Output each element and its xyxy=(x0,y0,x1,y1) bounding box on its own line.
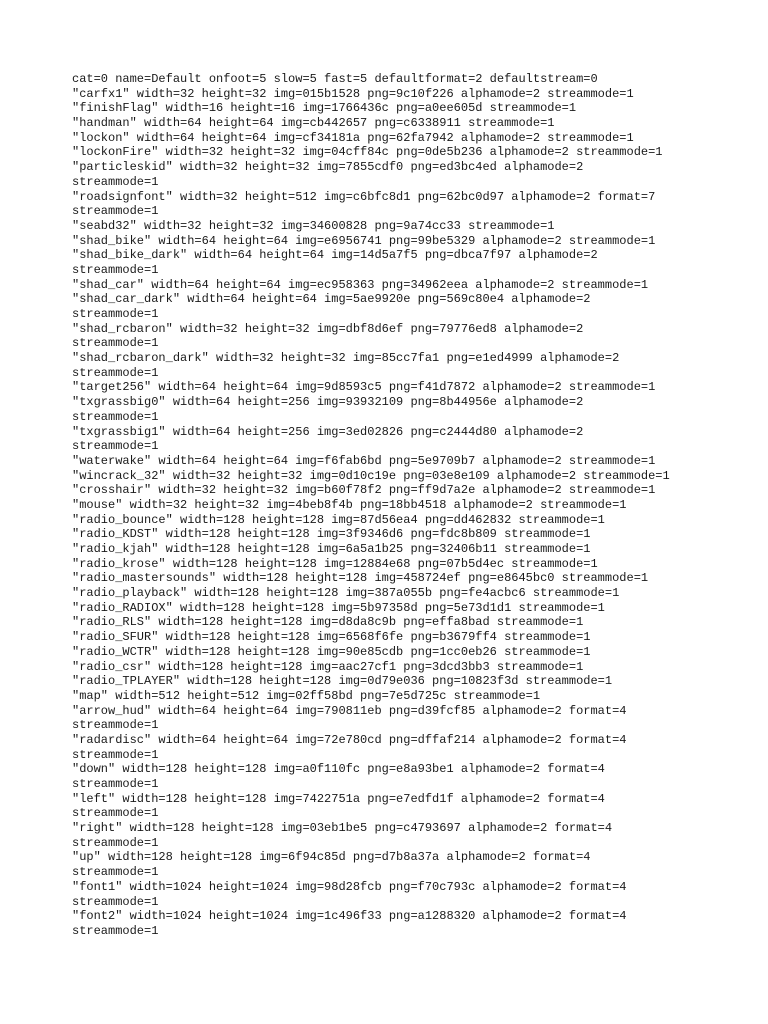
text-line: streammode=1 xyxy=(72,365,159,380)
text-line: "wincrack_32" width=32 height=32 img=0d10c19e png=03e8e109 alphamode=2 streammode=1 xyxy=(72,468,670,483)
text-line: "target256" width=64 height=64 img=9d8593c5 png=f41d7872 alphamode=2 streammode=1 xyxy=(72,380,656,395)
text-line: "radio_RADIOX" width=128 height=128 img=5b97358d png=5e73d1d1 streammode=1 xyxy=(72,600,605,615)
text-line: streammode=1 xyxy=(72,174,159,189)
text-line: streammode=1 xyxy=(72,409,159,424)
text-line: "shad_bike_dark" width=64 height=64 img=14d5a7f5 png=dbca7f97 alphamode=2 xyxy=(72,248,598,263)
text-line: streammode=1 xyxy=(72,747,159,762)
text-line: "seabd32" width=32 height=32 img=34600828 png=9a74cc33 streammode=1 xyxy=(72,218,555,233)
text-line: "radio_playback" width=128 height=128 img=387a055b png=fe4acbc6 streammode=1 xyxy=(72,586,620,601)
text-line: streammode=1 xyxy=(72,204,159,219)
text-line: "radio_SFUR" width=128 height=128 img=6568f6fe png=b3679ff4 streammode=1 xyxy=(72,630,591,645)
text-line: streammode=1 xyxy=(72,307,159,321)
text-line: "roadsignfont" width=32 height=512 img=c6bfc8d1 png=62bc0d97 alphamode=2 format=7 xyxy=(72,189,656,204)
text-line: "carfx1" width=32 height=32 img=015b1528 png=9c10f226 alphamode=2 streammode=1 xyxy=(72,86,634,101)
text-line: "shad_bike" width=64 height=64 img=e6956741 png=99be5329 alphamode=2 streammode=1 xyxy=(72,233,656,248)
text-line: streammode=1 xyxy=(72,835,159,850)
text-line: "shad_car_dark" width=64 height=64 img=5ae9920e png=569c80e4 alphamode=2 xyxy=(72,292,591,307)
text-line: streammode=1 xyxy=(72,777,159,791)
text-line: "txgrassbig0" width=64 height=256 img=93932109 png=8b44956e alphamode=2 xyxy=(72,395,584,410)
text-line: "shad_car" width=64 height=64 img=ec958363 png=34962eea alphamode=2 streammode=1 xyxy=(72,277,649,292)
text-line: "particleskid" width=32 height=32 img=7855cdf0 png=ed3bc4ed alphamode=2 xyxy=(72,160,584,175)
text-line: "up" width=128 height=128 img=6f94c85d png=d7b8a37a alphamode=2 format=4 xyxy=(72,850,591,865)
text-line: "shad_rcbaron_dark" width=32 height=32 img=85cc7fa1 png=e1ed4999 alphamode=2 xyxy=(72,351,620,366)
text-line: "radio_KDST" width=128 height=128 img=3f9346d6 png=fdc8b809 streammode=1 xyxy=(72,527,591,542)
text-line: streammode=1 xyxy=(72,894,159,909)
text-line: "crosshair" width=32 height=32 img=b60f78f2 png=ff9d7a2e alphamode=2 streammode=1 xyxy=(72,483,656,498)
text-line: "radio_TPLAYER" width=128 height=128 img=0d79e036 png=10823f3d streammode=1 xyxy=(72,674,613,689)
text-line: streammode=1 xyxy=(72,262,159,277)
text-line: streammode=1 xyxy=(72,806,159,821)
text-line: "font1" width=1024 height=1024 img=98d28fcb png=f70c793c alphamode=2 format=4 xyxy=(72,879,627,894)
text-line: "radio_krose" width=128 height=128 img=12884e68 png=07b5d4ec streammode=1 xyxy=(72,556,598,571)
text-line: streammode=1 xyxy=(72,718,159,733)
text-line: "radio_WCTR" width=128 height=128 img=90e85cdb png=1cc0eb26 streammode=1 xyxy=(72,644,591,659)
text-line: "finishFlag" width=16 height=16 img=1766436c png=a0ee605d streammode=1 xyxy=(72,101,577,116)
text-line: streammode=1 xyxy=(72,439,159,454)
text-line: streammode=1 xyxy=(72,923,159,938)
text-line: cat=0 name=Default onfoot=5 slow=5 fast=5 defaultformat=2 defaultstream=0 xyxy=(72,72,598,86)
text-line: "txgrassbig1" width=64 height=256 img=3ed02826 png=c2444d80 alphamode=2 xyxy=(72,424,584,439)
document-page xyxy=(72,72,752,939)
text-line: "shad_rcbaron" width=32 height=32 img=dbf8d6ef png=79776ed8 alphamode=2 xyxy=(72,321,584,336)
text-line: "lockon" width=64 height=64 img=cf34181a png=62fa7942 alphamode=2 streammode=1 xyxy=(72,130,634,145)
text-line: "down" width=128 height=128 img=a0f110fc png=e8a93be1 alphamode=2 format=4 xyxy=(72,762,605,777)
text-line: "font2" width=1024 height=1024 img=1c496f33 png=a1288320 alphamode=2 format=4 xyxy=(72,909,627,924)
text-line: "radio_csr" width=128 height=128 img=aac27cf1 png=3dcd3bb3 streammode=1 xyxy=(72,659,584,674)
text-line: "radardisc" width=64 height=64 img=72e780cd png=dffaf214 alphamode=2 format=4 xyxy=(72,732,627,747)
text-line: "waterwake" width=64 height=64 img=f6fab6bd png=5e9709b7 alphamode=2 streammode=1 xyxy=(72,453,656,468)
text-line: "right" width=128 height=128 img=03eb1be5 png=c4793697 alphamode=2 format=4 xyxy=(72,821,613,836)
text-line: "lockonFire" width=32 height=32 img=04cff84c png=0de5b236 alphamode=2 streammode=1 xyxy=(72,145,663,160)
text-line: "radio_mastersounds" width=128 height=128 img=458724ef png=e8645bc0 streammode=1 xyxy=(72,571,649,586)
text-line: streammode=1 xyxy=(72,336,159,351)
text-line: "radio_RLS" width=128 height=128 img=d8da8c9b png=effa8bad streammode=1 xyxy=(72,615,584,630)
text-line: "left" width=128 height=128 img=7422751a png=e7edfd1f alphamode=2 format=4 xyxy=(72,791,605,806)
text-line: "arrow_hud" width=64 height=64 img=790811eb png=d39fcf85 alphamode=2 format=4 xyxy=(72,703,627,718)
text-line: streammode=1 xyxy=(72,865,159,880)
text-line: "handman" width=64 height=64 img=cb442657 png=c6338911 streammode=1 xyxy=(72,116,555,131)
text-line: "map" width=512 height=512 img=02ff58bd png=7e5d725c streammode=1 xyxy=(72,688,541,703)
text-line: "mouse" width=32 height=32 img=4beb8f4b png=18bb4518 alphamode=2 streammode=1 xyxy=(72,497,627,512)
text-line: "radio_kjah" width=128 height=128 img=6a5a1b25 png=32406b11 streammode=1 xyxy=(72,542,591,556)
text-line: "radio_bounce" width=128 height=128 img=87d56ea4 png=dd462832 streammode=1 xyxy=(72,512,605,527)
